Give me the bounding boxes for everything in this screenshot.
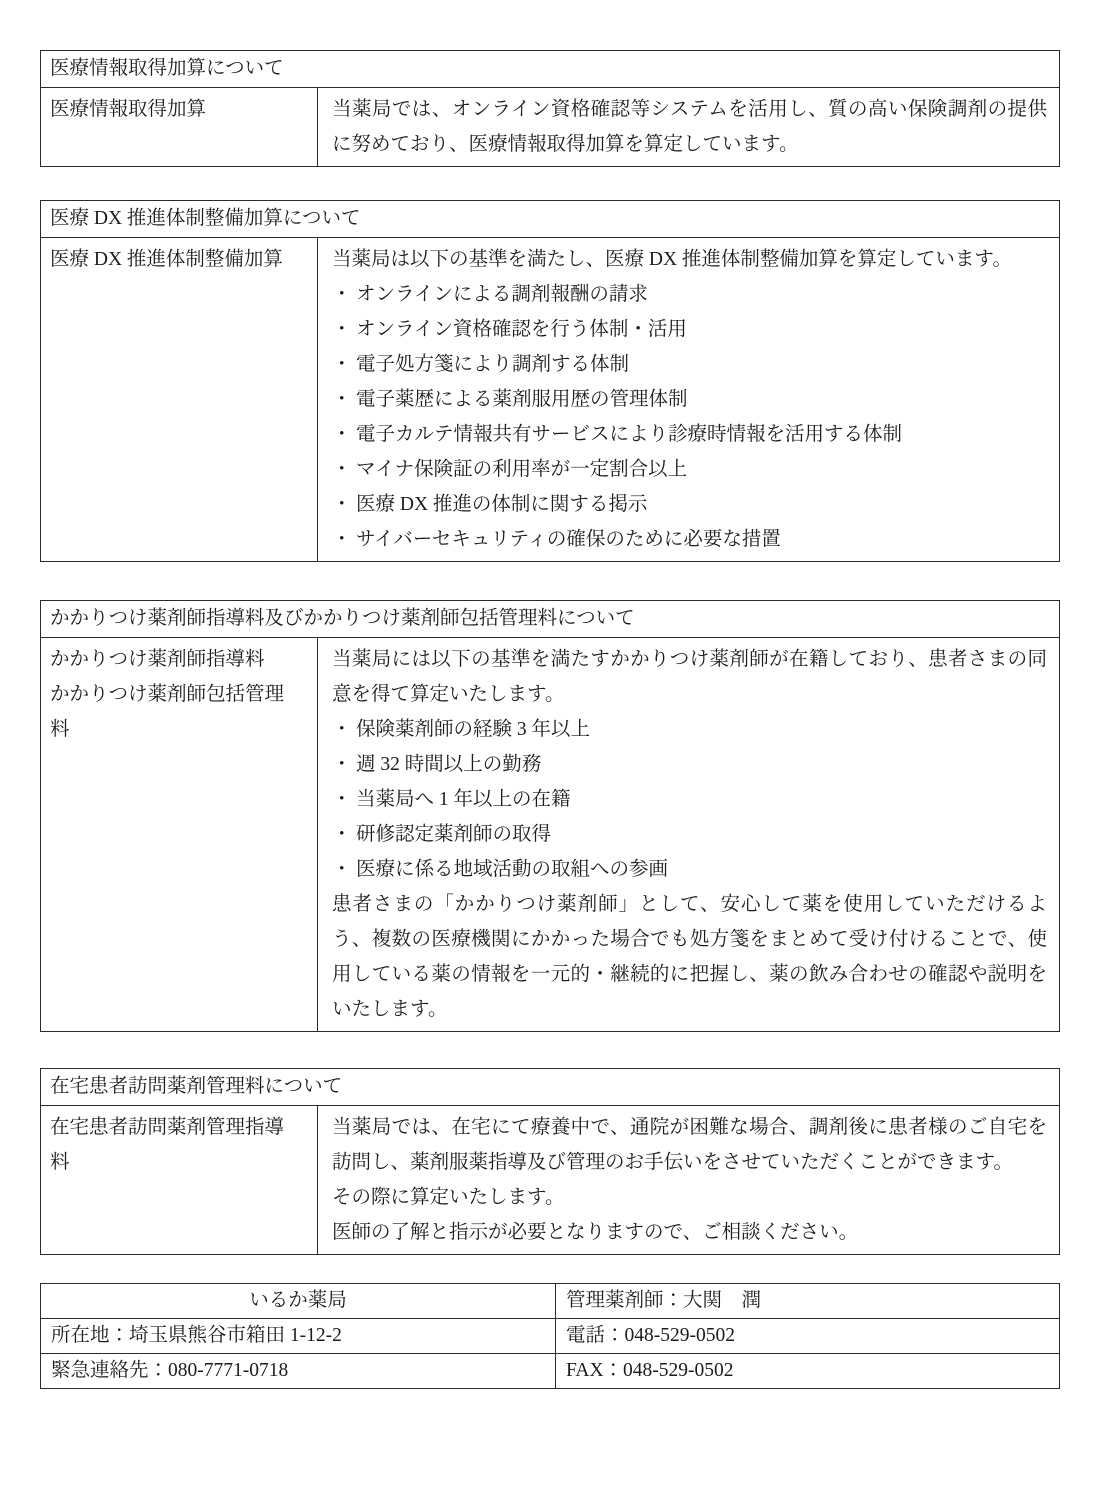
bullet-item xyxy=(332,382,1047,417)
bullet-item-text: 保険薬剤師の経験 3 年以上 xyxy=(356,719,591,740)
bullet-item xyxy=(332,712,1047,747)
bullet-item xyxy=(332,852,1047,887)
bullet-dot-icon: ・ xyxy=(332,789,352,810)
table-title-row xyxy=(41,51,1060,88)
row-content-cell xyxy=(318,638,1060,1032)
table-medical-dx-promotion xyxy=(40,200,1060,562)
bullet-item-text: 医療 DX 推進の体制に関する掲示 xyxy=(356,494,648,515)
table-title-row xyxy=(41,1069,1060,1106)
pharmacy-address: 所在地：埼玉県熊谷市箱田 1-12-2 xyxy=(41,1319,556,1354)
row-label-cell xyxy=(41,88,318,167)
bullet-dot-icon: ・ xyxy=(332,284,352,305)
table-title: 医療 DX 推進体制整備加算について xyxy=(41,201,1060,238)
bullet-item-text: 電子カルテ情報共有サービスにより診療時情報を活用する体制 xyxy=(356,424,903,445)
row-content-cell xyxy=(318,88,1060,167)
table-row xyxy=(41,638,1060,1032)
pharmacy-name: いるか薬局 xyxy=(41,1284,556,1319)
bullet-dot-icon: ・ xyxy=(332,424,352,445)
bullet-item-text: マイナ保険証の利用率が一定割合以上 xyxy=(356,459,688,480)
row-label-line: 在宅患者訪問薬剤管理指導料 xyxy=(50,1117,285,1173)
managing-pharmacist: 管理薬剤師：大関 潤 xyxy=(556,1284,1060,1319)
bullet-dot-icon: ・ xyxy=(332,319,352,340)
bullet-item-text: オンラインによる調剤報酬の請求 xyxy=(356,284,648,305)
bullet-item xyxy=(332,347,1047,382)
table-title: 在宅患者訪問薬剤管理料について xyxy=(41,1069,1060,1106)
bullet-dot-icon: ・ xyxy=(332,754,352,775)
bullet-item xyxy=(332,747,1047,782)
bullet-item xyxy=(332,487,1047,522)
pharmacy-fax: FAX：048-529-0502 xyxy=(556,1354,1060,1389)
table-title: 医療情報取得加算について xyxy=(41,51,1060,88)
paragraph: 当薬局では、在宅にて療養中で、通院が困難な場合、調剤後に患者様のご自宅を訪問し、薬剤服薬指導及び管理のお手伝いをさせていただくことができます。 xyxy=(332,1117,1047,1173)
row-content-cell xyxy=(318,1106,1060,1255)
bullet-item xyxy=(332,417,1047,452)
bullet-dot-icon: ・ xyxy=(332,529,352,550)
row-label-line: かかりつけ薬剤師包括管理料 xyxy=(50,684,285,740)
contact-row xyxy=(41,1319,1060,1354)
bullet-dot-icon: ・ xyxy=(332,859,352,880)
bullet-item-text: オンライン資格確認を行う体制・活用 xyxy=(356,319,687,340)
row-label-cell xyxy=(41,1106,318,1255)
paragraph: 当薬局には以下の基準を満たすかかりつけ薬剤師が在籍しており、患者さまの同意を得て算定いたします。 xyxy=(332,649,1047,705)
contact-row xyxy=(41,1354,1060,1389)
paragraph: 当薬局は以下の基準を満たし、医療 DX 推進体制整備加算を算定しています。 xyxy=(332,249,1012,270)
bullet-item-text: 電子処方箋により調剤する体制 xyxy=(356,354,630,375)
bullet-dot-icon: ・ xyxy=(332,389,352,410)
row-label-line: 医療情報取得加算 xyxy=(50,99,207,120)
table-row xyxy=(41,88,1060,167)
table-title: かかりつけ薬剤師指導料及びかかりつけ薬剤師包括管理料について xyxy=(41,601,1060,638)
bullet-item xyxy=(332,782,1047,817)
table-pharmacy-contact xyxy=(40,1283,1060,1389)
bullet-item-text: 当薬局へ 1 年以上の在籍 xyxy=(356,789,571,810)
paragraph: その際に算定いたします。 xyxy=(332,1187,565,1208)
paragraph: 患者さまの「かかりつけ薬剤師」として、安心して薬を使用していただけるよう、複数の医療機関にかかった場合でも処方箋をまとめて受け付けることで、使用している薬の情報を一元的・継続的に把握し、薬の飲み合わせの確認や説明をいたします。 xyxy=(332,894,1047,1020)
bullet-dot-icon: ・ xyxy=(332,494,352,515)
pharmacy-phone: 電話：048-529-0502 xyxy=(556,1319,1060,1354)
paragraph: 医師の了解と指示が必要となりますので、ご相談ください。 xyxy=(332,1222,859,1243)
bullet-item xyxy=(332,312,1047,347)
row-label-line: かかりつけ薬剤師指導料 xyxy=(50,649,265,670)
document-body xyxy=(40,50,1059,1389)
table-home-patient-visit xyxy=(40,1068,1060,1255)
bullet-dot-icon: ・ xyxy=(332,459,352,480)
bullet-item-text: サイバーセキュリティの確保のために必要な措置 xyxy=(356,529,781,550)
bullet-item-text: 週 32 時間以上の勤務 xyxy=(356,754,542,775)
table-row xyxy=(41,238,1060,562)
bullet-item xyxy=(332,277,1047,312)
paragraph: 当薬局では、オンライン資格確認等システムを活用し、質の高い保険調剤の提供に努めており、医療情報取得加算を算定しています。 xyxy=(332,99,1047,155)
bullet-item xyxy=(332,452,1047,487)
row-label-cell xyxy=(41,638,318,1032)
row-label-cell xyxy=(41,238,318,562)
bullet-item xyxy=(332,522,1047,557)
table-kakaritsuke-pharmacist xyxy=(40,600,1060,1032)
bullet-dot-icon: ・ xyxy=(332,719,352,740)
table-row xyxy=(41,1106,1060,1255)
bullet-dot-icon: ・ xyxy=(332,824,352,845)
bullet-item-text: 研修認定薬剤師の取得 xyxy=(356,824,552,845)
row-content-cell xyxy=(318,238,1060,562)
table-title-row xyxy=(41,201,1060,238)
row-label-line: 医療 DX 推進体制整備加算 xyxy=(50,249,283,270)
bullet-item xyxy=(332,817,1047,852)
pharmacy-emergency-contact: 緊急連絡先：080-7771-0718 xyxy=(41,1354,556,1389)
bullet-dot-icon: ・ xyxy=(332,354,352,375)
bullet-item-text: 医療に係る地域活動の取組への参画 xyxy=(356,859,669,880)
table-medical-info-acquisition xyxy=(40,50,1060,167)
bullet-item-text: 電子薬歴による薬剤服用歴の管理体制 xyxy=(356,389,688,410)
contact-row xyxy=(41,1284,1060,1319)
table-title-row xyxy=(41,601,1060,638)
